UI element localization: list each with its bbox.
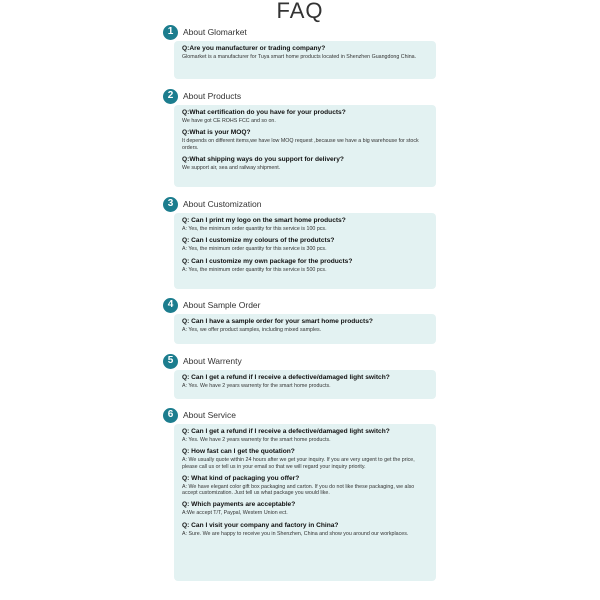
section-number-badge: 4 bbox=[163, 298, 178, 313]
faq-answer: A: Yes, the minimum order quantity for this service is 300 pcs. bbox=[182, 246, 327, 253]
faq-answer: A: Yes. We have 2 years warrenty for the smart home products. bbox=[182, 437, 331, 443]
faq-answer: A: Yes, we offer product samples, including mixed samples. bbox=[182, 327, 322, 333]
faq-item bbox=[182, 374, 429, 389]
faq-answer: We have got CE ROHS FCC and so on. bbox=[182, 118, 276, 124]
section-header bbox=[163, 406, 437, 424]
faq-box bbox=[174, 41, 436, 79]
faq-item bbox=[182, 318, 429, 333]
faq-item bbox=[182, 448, 429, 470]
faq-answer: A: We have elegant color gift box packaging and carton. If you do not like these packaging, we also accept customization. Just tell us what package you would like. bbox=[182, 483, 415, 497]
section-header bbox=[163, 195, 437, 213]
section-number-badge: 2 bbox=[163, 89, 178, 104]
faq-answer: A:We accept T/T, Paypal, Western Union ect. bbox=[182, 510, 288, 517]
faq-answer: A: We usually quote within 24 hours after we get your inquiry. If you are very urgent to get the price, please call us or tell us in your email so that we will regard your inquiry priority. bbox=[182, 457, 415, 470]
faq-answer: We support air, sea and railway shipment. bbox=[182, 164, 281, 171]
faq-question: Q:Are you manufacturer or trading company? bbox=[182, 45, 326, 52]
faq-question: Q: Can I customize my colours of the produtcts? bbox=[182, 237, 335, 245]
faq-answer: A: Yes, the minimum order quantity for this service is 500 pcs. bbox=[182, 266, 327, 273]
faq-item bbox=[182, 475, 429, 497]
section-title: About Service bbox=[183, 410, 236, 420]
section-number-badge: 6 bbox=[163, 408, 178, 423]
faq-question: Q: Which payments are acceptable? bbox=[182, 501, 296, 509]
faq-question: Q: How fast can I get the quotation? bbox=[182, 448, 295, 456]
section-about-warrenty bbox=[163, 352, 437, 389]
section-title: About Products bbox=[183, 91, 242, 101]
section-about-products bbox=[163, 87, 437, 171]
faq-answer: Glomarket is a manufacturer for Tuya smart home products located in Shenzhen Guangdong China. bbox=[182, 54, 417, 60]
section-about-customization bbox=[163, 195, 437, 273]
faq-question: Q: Can I have a sample order for your smart home products? bbox=[182, 318, 373, 325]
section-about-sample-order bbox=[163, 296, 437, 333]
section-header bbox=[163, 352, 437, 370]
faq-question: Q: What kind of packaging you offer? bbox=[182, 474, 300, 482]
faq-answer: A: Sure. We are happy to receive you in Shenzhen, China and show you around our workplaces. bbox=[182, 530, 409, 537]
page-title: FAQ bbox=[276, 0, 324, 23]
faq-item bbox=[182, 217, 429, 232]
faq-question: Q: Can I get a refund if I receive a defective/damaged light switch? bbox=[182, 428, 390, 435]
section-number-badge: 1 bbox=[163, 25, 178, 40]
faq-item bbox=[182, 237, 429, 252]
faq-answer: A: Yes, the minimum order quantity for this service is 100 pcs. bbox=[182, 226, 327, 232]
section-about-service bbox=[163, 406, 437, 537]
faq-question: Q: Can I visit your company and factory in China? bbox=[182, 521, 339, 529]
faq-box bbox=[174, 213, 436, 289]
faq-item bbox=[182, 45, 429, 60]
faq-question: Q: Can I print my logo on the smart home products? bbox=[182, 217, 346, 224]
faq-item bbox=[182, 258, 429, 273]
faq-box bbox=[174, 424, 436, 581]
faq-box bbox=[174, 314, 436, 344]
section-about-glomarket bbox=[163, 23, 437, 60]
section-header bbox=[163, 296, 437, 314]
faq-box bbox=[174, 105, 436, 187]
section-title: About Glomarket bbox=[183, 27, 247, 37]
faq-item bbox=[182, 129, 429, 151]
faq-item bbox=[182, 522, 429, 537]
faq-box bbox=[174, 370, 436, 399]
faq-question: Q:What certification do you have for your products? bbox=[182, 109, 346, 116]
faq-item bbox=[182, 156, 429, 171]
section-header bbox=[163, 23, 437, 41]
section-number-badge: 3 bbox=[163, 197, 178, 212]
faq-question: Q:What is your MOQ? bbox=[182, 129, 251, 137]
faq-question: Q: Can I get a refund if I receive a defective/damaged light switch? bbox=[182, 374, 390, 381]
faq-question: Q:What shipping ways do you support for delivery? bbox=[182, 155, 344, 163]
section-number-badge: 5 bbox=[163, 354, 178, 369]
section-header bbox=[163, 87, 437, 105]
faq-answer: A: Yes. We have 2 years warrenty for the smart home products. bbox=[182, 383, 331, 389]
section-title: About Sample Order bbox=[183, 300, 261, 310]
section-title: About Warrenty bbox=[183, 356, 242, 366]
faq-item bbox=[182, 109, 429, 124]
faq-answer: It depends on different items,we have low MOQ request ,because we have a big warehouse for stock orders. bbox=[182, 138, 419, 151]
faq-item bbox=[182, 428, 429, 443]
section-title: About Customization bbox=[183, 199, 262, 209]
faq-item bbox=[182, 501, 429, 516]
faq-question: Q: Can I customize my own package for the products? bbox=[182, 257, 353, 265]
